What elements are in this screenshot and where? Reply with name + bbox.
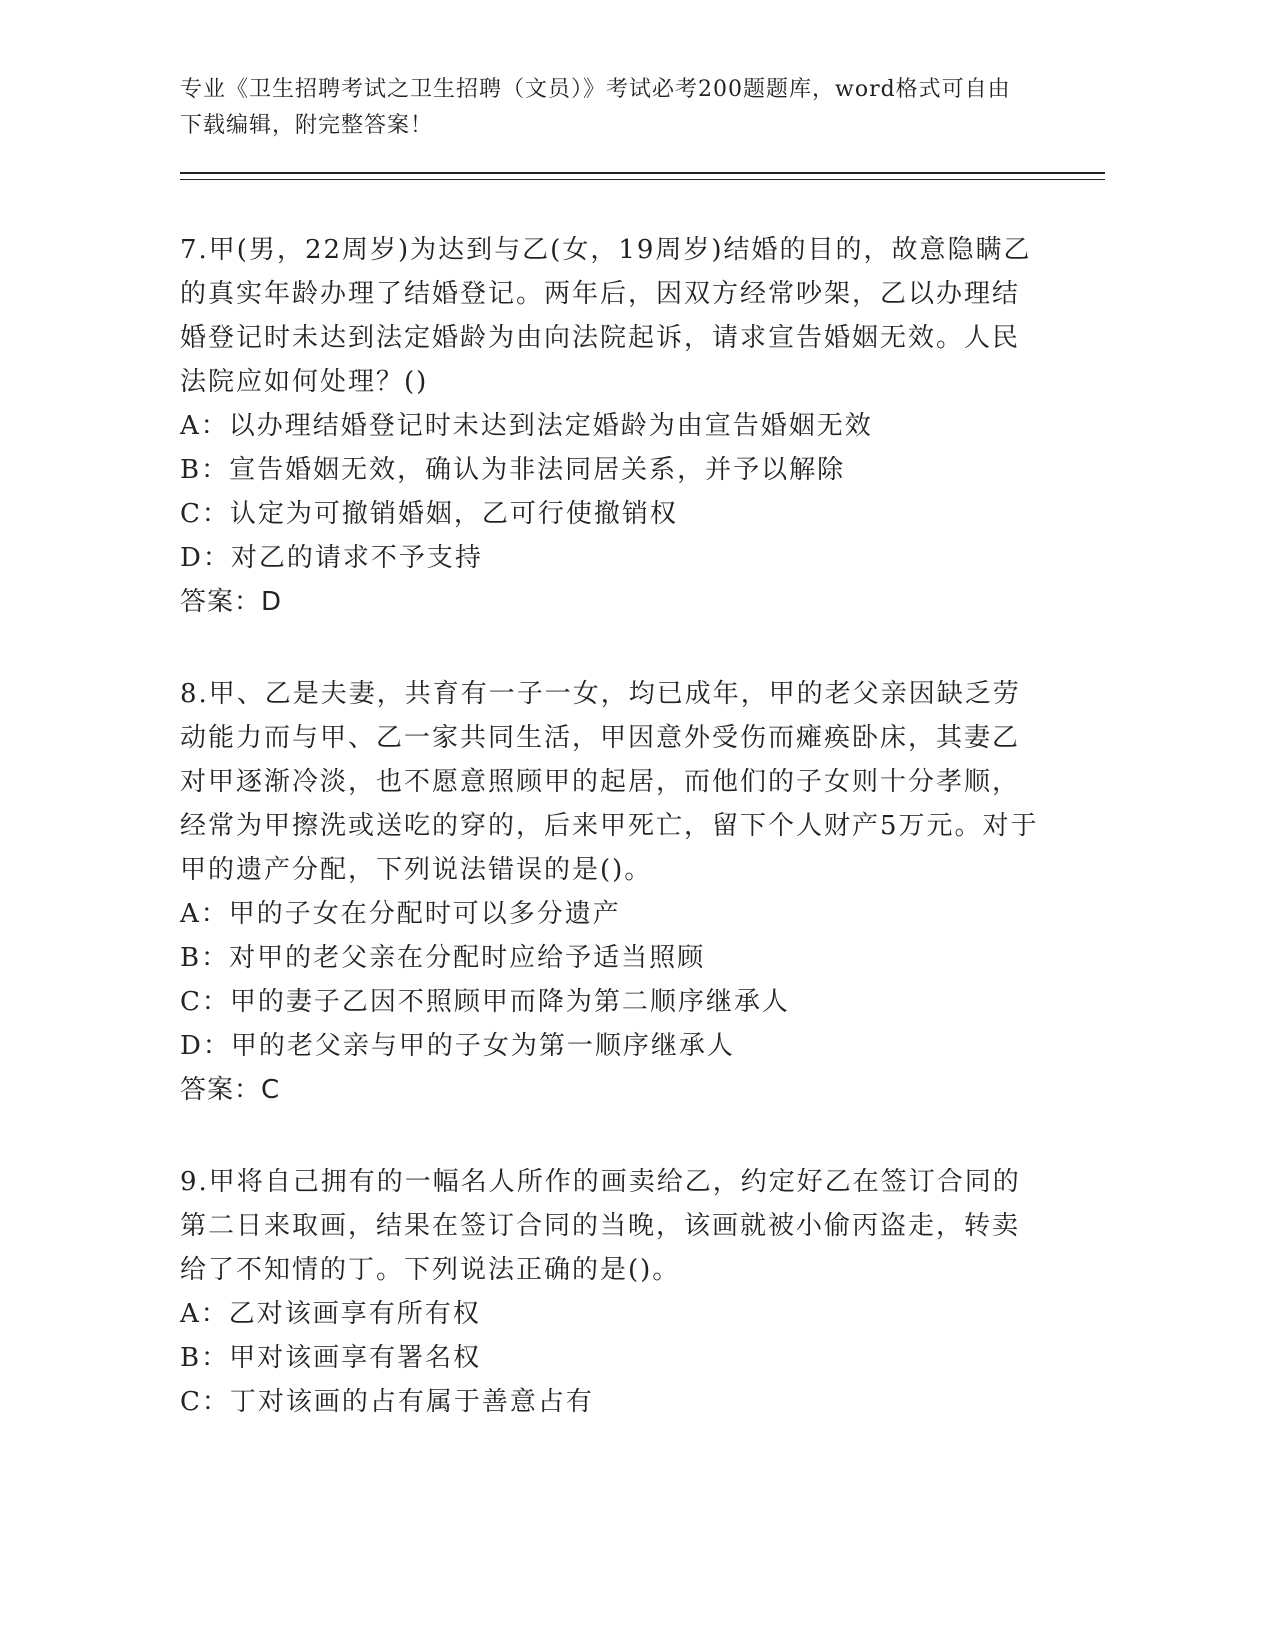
option-c: C：甲的妻子乙因不照顾甲而降为第二顺序继承人 <box>180 987 790 1017</box>
option-b: B：甲对该画享有署名权 <box>180 1343 482 1373</box>
option-c: C：丁对该画的占有属于善意占有 <box>180 1387 594 1417</box>
document-page <box>180 72 1105 1424</box>
question-stem: 7.甲(男，22周岁)为达到与乙(女，19周岁)结婚的目的，故意隐瞒乙的真实年龄办理了结婚登记。两年后，因双方经常吵架，乙以办理结婚登记时未达到法定婚龄为由向法院起诉，请求宣告婚姻无效。人民法院应如何处理？() <box>180 235 1032 397</box>
option-c: C：认定为可撤销婚姻，乙可行使撤销权 <box>180 499 678 529</box>
option-d: D：甲的老父亲与甲的子女为第一顺序继承人 <box>180 1031 735 1061</box>
header-divider <box>180 172 1105 180</box>
question-9 <box>180 1160 1105 1424</box>
option-d: D：对乙的请求不予支持 <box>180 543 483 573</box>
document-header: 专业《卫生招聘考试之卫生招聘（文员）》考试必考200题题库，word格式可自由下载编辑，附完整答案！ <box>180 77 1011 138</box>
answer-line: 答案：C <box>180 1075 281 1105</box>
option-a: A：以办理结婚登记时未达到法定婚龄为由宣告婚姻无效 <box>180 411 873 441</box>
option-b: B：宣告婚姻无效，确认为非法同居关系，并予以解除 <box>180 455 846 485</box>
question-stem: 8.甲、乙是夫妻，共育有一子一女，均已成年，甲的老父亲因缺乏劳动能力而与甲、乙一家共同生活，甲因意外受伤而瘫痪卧床，其妻乙对甲逐渐冷淡，也不愿意照顾甲的起居，而他们的子女则十分孝顺，经常为甲擦洗或送吃的穿的，后来甲死亡，留下个人财产5万元。对于甲的遗产分配，下列说法错误的是()。 <box>180 679 1039 885</box>
answer-line: 答案：D <box>180 587 283 617</box>
question-stem: 9.甲将自己拥有的一幅名人所作的画卖给乙，约定好乙在签订合同的第二日来取画，结果在签订合同的当晚，该画就被小偷丙盗走，转卖给了不知情的丁。下列说法正确的是()。 <box>180 1167 1021 1285</box>
option-a: A：乙对该画享有所有权 <box>180 1299 481 1329</box>
question-7 <box>180 228 1105 624</box>
option-a: A：甲的子女在分配时可以多分遗产 <box>180 899 621 929</box>
option-b: B：对甲的老父亲在分配时应给予适当照顾 <box>180 943 706 973</box>
question-8 <box>180 672 1105 1112</box>
